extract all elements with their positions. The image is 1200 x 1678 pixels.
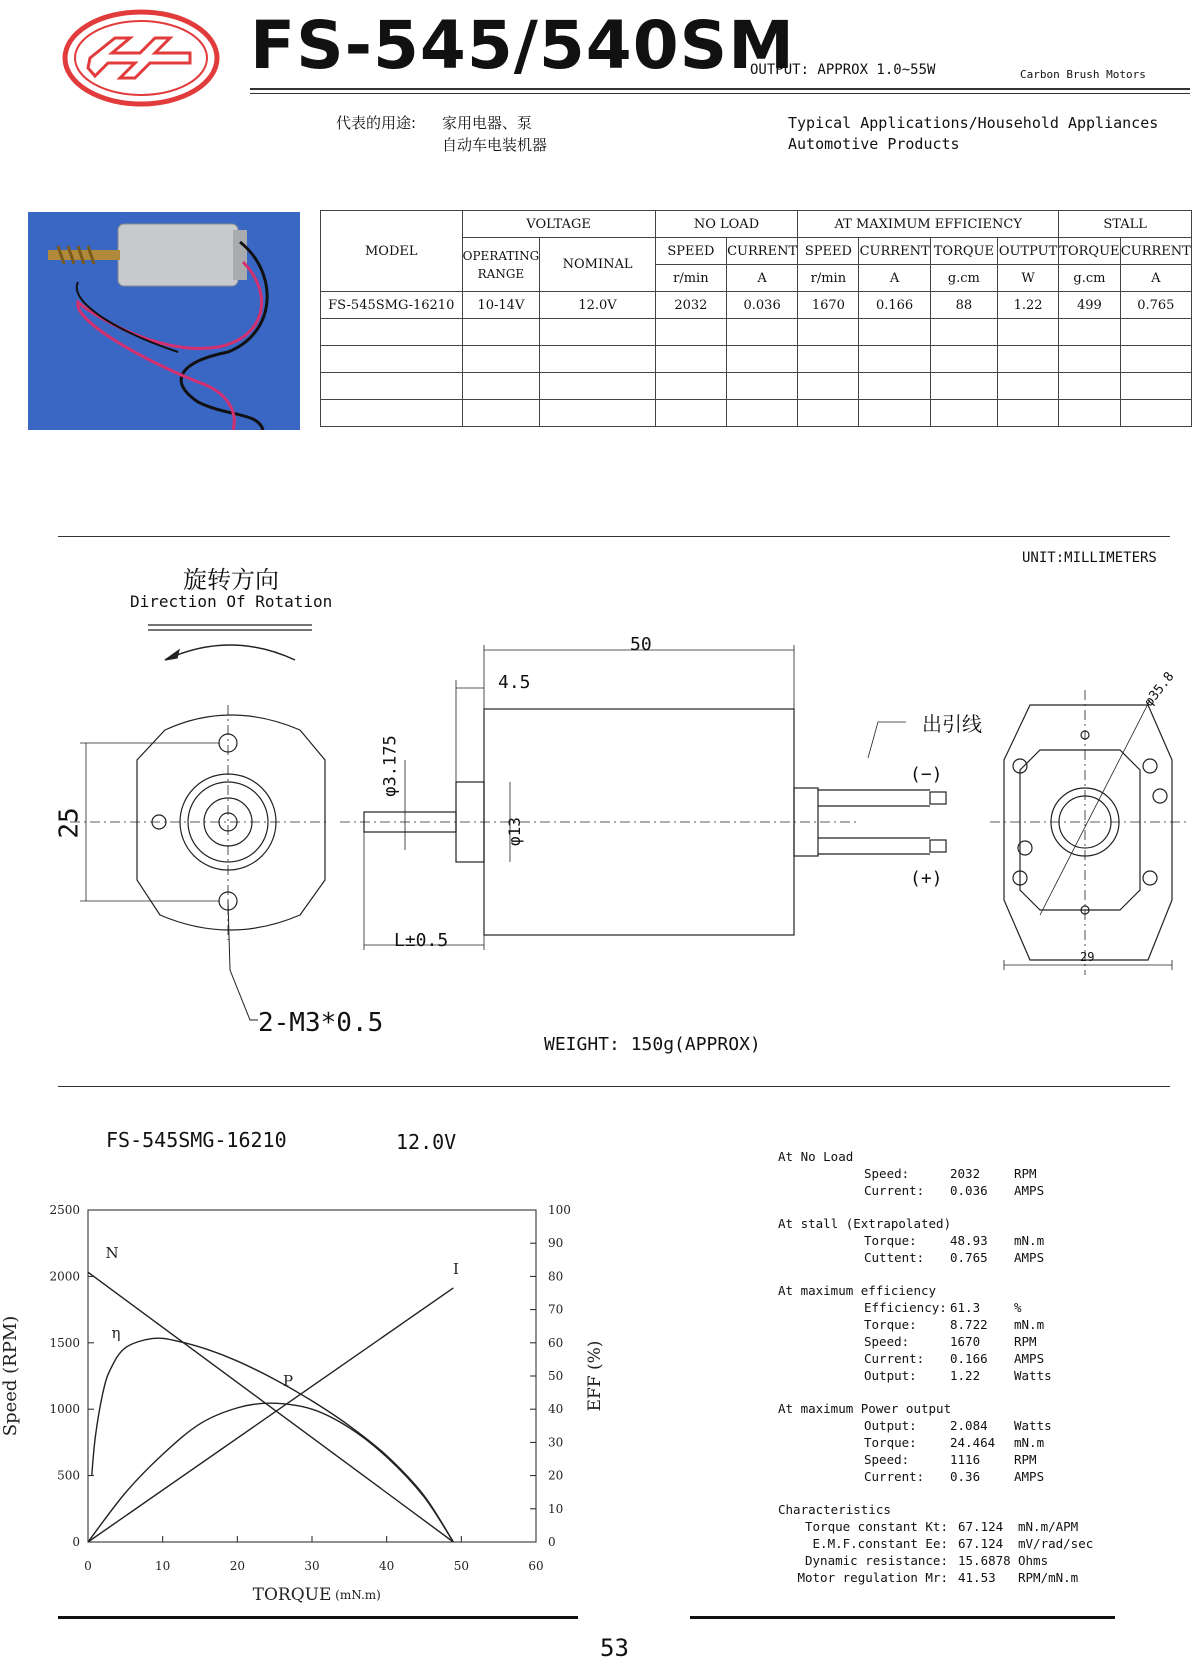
cell-st-current: 0.765 [1120, 292, 1191, 319]
stats-row [778, 1316, 1118, 1333]
x-tick-label: 0 [84, 1559, 92, 1573]
stats-row [778, 1569, 1118, 1586]
stats-value: 61.3 [950, 1300, 981, 1315]
stats-indent [778, 1417, 864, 1434]
unit-st-current: A [1120, 265, 1191, 292]
unit-me-speed: r/min [798, 265, 859, 292]
terminal-plus: (+) [910, 868, 943, 889]
unit-label: UNIT:MILLIMETERS [1022, 550, 1157, 566]
page-number: 53 [600, 1634, 629, 1662]
model-title: FS-545/540SM [250, 7, 795, 84]
x-tick-label: 60 [528, 1559, 544, 1573]
stats-indent [778, 1468, 864, 1485]
x-tick-label: 30 [304, 1559, 320, 1573]
stats-row [778, 1232, 1118, 1249]
series-label-i: I [453, 1260, 459, 1278]
dim-length: L±0.5 [394, 930, 449, 951]
stats-unit: mV/rad/sec [1018, 1536, 1094, 1551]
stats-label: Efficiency: [864, 1300, 947, 1315]
stats-row [778, 1451, 1118, 1468]
stats-value: 24.464 [950, 1435, 996, 1450]
col-nl-current: CURRENT [726, 238, 797, 265]
stats-label: E.M.F.constant Ee: [812, 1536, 948, 1551]
x-axis-unit: (mN.m) [335, 1588, 381, 1602]
stats-label: Motor regulation Mr: [797, 1570, 948, 1585]
series-label-p: P [282, 1372, 294, 1390]
cell-nominal: 12.0V [540, 292, 655, 319]
dim-4-5: 4.5 [498, 672, 531, 693]
stats-unit: mN.m [1014, 1435, 1045, 1450]
stats-value: 1116 [950, 1452, 981, 1467]
y2-axis-label: EFF (%) [585, 1340, 605, 1412]
y2-tick-label: 30 [548, 1435, 564, 1450]
header-rule-2 [250, 93, 1190, 94]
series-label-eta: η [111, 1324, 121, 1342]
y2-tick-label: 90 [548, 1236, 564, 1251]
chart-model: FS-545SMG-16210 [106, 1128, 287, 1152]
stats-label: Speed: [864, 1166, 910, 1181]
stats-row [778, 1182, 1118, 1199]
stats-unit: Watts [1014, 1368, 1052, 1383]
series-N-line [88, 1272, 453, 1542]
series-I-line [88, 1288, 453, 1542]
apps-en-line2: Automotive Products [788, 135, 960, 153]
stats-indent [778, 1182, 864, 1199]
col-maxeff-header: AT MAXIMUM EFFICIENCY [798, 211, 1059, 238]
stats-indent [778, 1165, 864, 1182]
apps-cn-line2: 自动车电装机器 [442, 136, 548, 154]
y2-tick-label: 10 [548, 1501, 564, 1516]
product-photo [28, 212, 300, 430]
table-row-empty [321, 400, 1192, 427]
header-rule [250, 88, 1190, 90]
stats-value: 48.93 [950, 1233, 988, 1248]
cell-model: FS-545SMG-16210 [321, 292, 463, 319]
y2-tick-label: 70 [548, 1302, 564, 1317]
stats-unit: mN.m [1014, 1317, 1045, 1332]
stats-row [778, 1468, 1118, 1485]
stats-unit: AMPS [1014, 1250, 1045, 1265]
stats-gap [948, 1518, 958, 1535]
stats-heading: At stall (Extrapolated) [778, 1216, 952, 1231]
stats-unit: RPM [1014, 1334, 1037, 1349]
stats-value: 0.036 [950, 1183, 988, 1198]
y2-tick-label: 100 [548, 1203, 571, 1217]
stats-value: 0.765 [950, 1250, 988, 1265]
stats-value: 0.166 [950, 1351, 988, 1366]
stats-unit: AMPS [1014, 1469, 1045, 1484]
stats-value: 2032 [950, 1166, 981, 1181]
stats-unit: RPM/mN.m [1018, 1570, 1079, 1585]
stats-unit: % [1014, 1300, 1022, 1315]
stats-gap [948, 1552, 958, 1569]
stats-value: 1670 [950, 1334, 981, 1349]
stats-unit: mN.m/APM [1018, 1519, 1079, 1534]
cell-me-output: 1.22 [997, 292, 1058, 319]
x-tick-label: 20 [229, 1559, 245, 1573]
stats-gap [948, 1535, 958, 1552]
y-tick-label: 2000 [49, 1269, 80, 1284]
stats-unit: Watts [1014, 1418, 1052, 1433]
stats-row [778, 1165, 1118, 1182]
stats-row [778, 1333, 1118, 1350]
footer-rule-right [690, 1616, 1115, 1619]
cell-me-speed: 1670 [798, 292, 859, 319]
output-note: OUTPUT: APPROX 1.0~55W [750, 62, 936, 78]
terminal-minus: (−) [910, 764, 943, 785]
stats-indent [778, 1316, 864, 1333]
lead-wire-label: 出引线 [922, 712, 982, 736]
stats-label: Current: [864, 1469, 925, 1484]
spec-table [320, 210, 1192, 427]
col-model-header: MODEL [321, 211, 463, 292]
stats-indent [778, 1333, 864, 1350]
stats-row [778, 1367, 1118, 1384]
col-nl-speed: SPEED [655, 238, 726, 265]
stats-panel [778, 1148, 1118, 1588]
unit-nl-speed: r/min [655, 265, 726, 292]
col-stall-header: STALL [1059, 211, 1192, 238]
y-tick-label: 0 [72, 1535, 80, 1549]
series-eta-line [92, 1338, 454, 1542]
unit-me-current: A [859, 265, 930, 292]
apps-en-line1: Typical Applications/Household Appliances [788, 114, 1159, 132]
stats-label: Output: [864, 1368, 917, 1383]
col-nominal-header: NOMINAL [540, 238, 655, 292]
stats-heading: At maximum efficiency [778, 1283, 937, 1298]
table-row-empty [321, 373, 1192, 400]
stats-value: 0.36 [950, 1469, 981, 1484]
stats-unit: Ohms [1018, 1553, 1049, 1568]
y2-tick-label: 0 [548, 1535, 556, 1549]
y-tick-label: 1000 [49, 1402, 80, 1417]
cell-oprange: 10-14V [462, 292, 540, 319]
stats-row [778, 1518, 1118, 1535]
rotation-label-cn: 旋转方向 [183, 566, 279, 594]
company-logo [60, 8, 222, 108]
stats-row [778, 1417, 1118, 1434]
stats-unit: AMPS [1014, 1183, 1045, 1198]
stats-gap [948, 1569, 958, 1586]
stats-value: 1.22 [950, 1368, 981, 1383]
stats-row [778, 1535, 1118, 1552]
table-row-empty [321, 346, 1192, 373]
stats-row [778, 1299, 1118, 1316]
stats-heading: At maximum Power output [778, 1401, 952, 1416]
dim-29: 29 [1080, 950, 1095, 964]
cell-me-current: 0.166 [859, 292, 930, 319]
table-row-empty [321, 319, 1192, 346]
stats-unit: mN.m [1014, 1233, 1045, 1248]
col-me-output: OUTPUT [997, 238, 1058, 265]
y2-tick-label: 60 [548, 1335, 564, 1350]
y-tick-label: 500 [57, 1468, 80, 1483]
plot-frame [88, 1210, 536, 1542]
stats-value: 15.6878 [958, 1553, 1011, 1568]
stats-label: Speed: [864, 1334, 910, 1349]
stats-value: 41.53 [958, 1570, 996, 1585]
col-me-speed: SPEED [798, 238, 859, 265]
mechanical-drawing [0, 600, 1200, 1080]
y-tick-label: 2500 [49, 1203, 80, 1217]
stats-value: 67.124 [958, 1536, 1004, 1551]
y-tick-label: 1500 [49, 1335, 80, 1350]
series-label-n: N [105, 1244, 119, 1262]
cell-nl-speed: 2032 [655, 292, 726, 319]
y2-tick-label: 80 [548, 1269, 564, 1284]
stats-indent [778, 1367, 864, 1384]
oprange-line2: RANGE [477, 266, 525, 281]
stats-label: Cuttent: [864, 1250, 925, 1265]
stats-value: 2.084 [950, 1418, 988, 1433]
dim-13: φ13 [504, 817, 524, 846]
x-tick-label: 50 [453, 1559, 469, 1573]
stats-label: Dynamic resistance: [805, 1553, 948, 1568]
stats-indent [778, 1232, 864, 1249]
stats-label: Torque: [864, 1233, 917, 1248]
stats-indent [778, 1350, 864, 1367]
stats-indent [778, 1434, 864, 1451]
unit-st-torque: g.cm [1059, 265, 1120, 292]
chart-voltage: 12.0V [396, 1130, 457, 1154]
category-label: Carbon Brush Motors [1020, 68, 1146, 81]
screw-spec: 2-M3*0.5 [258, 1008, 384, 1038]
stats-indent [778, 1299, 864, 1316]
col-me-torque: TORQUE [930, 238, 997, 265]
col-st-torque: TORQUE [1059, 238, 1120, 265]
stats-label: Current: [864, 1183, 925, 1198]
series-P-line [88, 1403, 453, 1542]
stats-label: Torque: [864, 1317, 917, 1332]
apps-cn-line1: 家用电器、泵 [442, 114, 533, 132]
stats-row [778, 1552, 1118, 1569]
table-row [321, 292, 1192, 319]
stats-indent [778, 1451, 864, 1468]
stats-heading: At No Load [778, 1149, 854, 1164]
unit-me-output: W [997, 265, 1058, 292]
y2-tick-label: 20 [548, 1468, 564, 1483]
stats-unit: AMPS [1014, 1351, 1045, 1366]
dim-shaft-dia: φ3.175 [380, 735, 401, 797]
apps-cn-label: 代表的用途: [336, 114, 417, 132]
y2-tick-label: 50 [548, 1369, 564, 1383]
col-noload-header: NO LOAD [655, 211, 798, 238]
y2-tick-label: 40 [548, 1402, 564, 1417]
unit-nl-current: A [726, 265, 797, 292]
x-axis-label: TORQUE [252, 1585, 332, 1605]
dim-50: 50 [630, 634, 652, 655]
stats-label: Current: [864, 1351, 925, 1366]
col-voltage-header: VOLTAGE [462, 211, 655, 238]
col-me-current: CURRENT [859, 238, 930, 265]
rotation-label-en: Direction Of Rotation [130, 592, 333, 611]
x-tick-label: 40 [379, 1559, 395, 1573]
stats-row [778, 1434, 1118, 1451]
cell-st-torque: 499 [1059, 292, 1120, 319]
stats-label: Speed: [864, 1452, 910, 1467]
y-axis-label: Speed (RPM) [0, 1315, 21, 1437]
stats-label: Output: [864, 1418, 917, 1433]
stats-unit: RPM [1014, 1452, 1037, 1467]
stats-heading: Characteristics [778, 1502, 891, 1517]
footer-rule-left [58, 1616, 578, 1619]
stats-label: Torque: [864, 1435, 917, 1450]
cell-nl-current: 0.036 [726, 292, 797, 319]
performance-chart [0, 1180, 640, 1620]
oprange-line1: OPERATING [462, 248, 540, 263]
x-tick-label: 10 [155, 1559, 171, 1573]
cell-me-torque: 88 [930, 292, 997, 319]
section-divider-1 [58, 536, 1170, 537]
col-oprange-header [462, 238, 540, 292]
stats-value: 67.124 [958, 1519, 1004, 1534]
dim-25: 25 [54, 807, 85, 839]
dim-35-8: φ35.8 [1141, 669, 1178, 710]
unit-me-torque: g.cm [930, 265, 997, 292]
stats-indent [778, 1249, 864, 1266]
stats-unit: RPM [1014, 1166, 1037, 1181]
stats-label: Torque constant Kt: [805, 1519, 948, 1534]
stats-row [778, 1350, 1118, 1367]
stats-value: 8.722 [950, 1317, 988, 1332]
col-st-current: CURRENT [1120, 238, 1191, 265]
section-divider-2 [58, 1086, 1170, 1087]
weight-label: WEIGHT: 150g(APPROX) [544, 1034, 761, 1055]
stats-row [778, 1249, 1118, 1266]
